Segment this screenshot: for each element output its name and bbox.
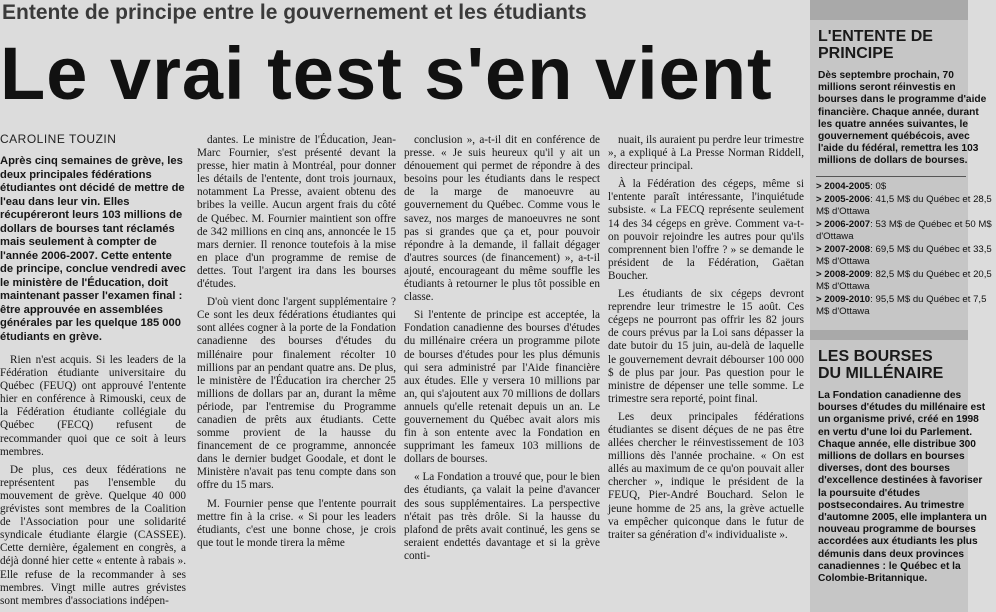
body-paragraph: conclusion », a-t-il dit en conférence de presse. « Je suis heureux qu'il y ait un dénouement qui permet de répondre à des besoins pour les étudiants dans le respect de la marge de manoeuvre au gouvernement du Québec. Comme vous le savez, nos marges de manoeuvres ne sont pas si grandes que ça et, pour pouvoir répondre à la demande, il fallait dégager d'autres sources (de financement) », a-t-il ajouté, encourageant du même souffle les étudiants à retourner le plus tôt possible en classe. <box>404 134 600 304</box>
body-paragraph: dantes. Le ministre de l'Éducation, Jean-Marc Fournier, s'est présenté devant la presse, hier matin à Montréal, pour donner les détails de l'entente, dont trois journaux, notamment La Presse, avaient obtenu des bribes la veille. Aucun argent frais du côté de Québec. M. Fournier maintient son offre de 342 millions en cinq ans, annoncée le 15 mars dernier. Il renonce toutefois à la mise en place d'un programme de remise de dettes. Tout l'argent ira dans les bourses d'études. <box>197 134 396 291</box>
body-paragraph: Rien n'est acquis. Si les leaders de la Fédération étudiante universitaire du Québec (FEUQ) ont approuvé l'entente hier en conférence à Rimouski, ceux de la Fédération étudiante collégiale du Québec (FECQ) refusent de recommander quoi que ce soit à leurs membres. <box>0 354 186 458</box>
list-item: > 2008-2009: 82,5 M$ du Québec et 20,5 M$ d'Ottawa <box>816 269 992 292</box>
sidebar-text: Dès septembre prochain, 70 millions seront réinvestis en bourses dans le programme d'aide financière. Chaque année, durant les quatre années suivantes, le gouvernement québécois, avec l'aide du fédéral, remettra les 103 millions de dollars de bourses. <box>818 70 987 167</box>
list-item: > 2009-2010: 95,5 M$ du Québec et 7,5 M$ d'Ottawa <box>816 294 987 317</box>
article-column-4 <box>608 134 804 612</box>
sidebar <box>810 0 992 612</box>
byline: CAROLINE TOUZIN <box>0 132 117 146</box>
body-paragraph: Si l'entente de principe est acceptée, la Fondation canadienne des bourses d'études du millénaire créera un programme pilote de bourses d'études pour les plus démunis qui sera administré par l'Aide financière aux études. Elle y versera 10 millions par an, qui s'ajoutent aux 70 millions de dollars annuels qu'elle retenait depuis un an. Le gouvernement du Québec avait alors mis fin à son entente avec la Fondation en supprimant les fameux 103 millions de dollars de bourses. <box>404 309 600 466</box>
body-paragraph: nuait, ils auraient pu perdre leur trimestre », a expliqué à La Presse Norman Riddell, directeur principal. <box>608 134 804 173</box>
list-item: > 2006-2007: 53 M$ de Québec et 50 M$ d'Ottawa <box>816 219 992 242</box>
headline: Le vrai test s'en vient <box>0 32 773 115</box>
funding-list <box>816 181 996 318</box>
lead-paragraph: Après cinq semaines de grève, les deux principales fédérations étudiantes ont décidé de mettre de l'eau dans leur vin. Elles récupéreront leurs 103 millions de dollars de bourses tant réclamés mais seulement à compter de l'année 2006-2007. Cette entente de principe, conclue vendredi avec le ministère de l'Éducation, doit maintenant passer l'examen final : être approuvée en assemblées générales par les quelque 185 000 étudiants en grève. <box>0 155 186 343</box>
sidebar-title: LES BOURSES DU MILLÉNAIRE <box>818 348 944 382</box>
body-paragraph: À la Fédération des cégeps, même si l'entente paraît intéressante, l'inquiétude subsiste. « La FECQ représente seulement 14 des 34 cégeps en grève. Comment va-t-on pouvoir rejoindre les autres pour qu'ils comprennent bien l'offre ? » se demande le président de la Fédération, Gaëtan Boucher. <box>608 178 804 282</box>
body-paragraph: Les deux principales fédérations étudiantes se disent déçues de ne pas être allées chercher le réinvestissement de 103 millions dès l'année prochaine. « On est allés au maximum de ce qu'on pouvait aller chercher », indique le président de la FEUQ, Pier-André Bouchard. Selon le jeune homme de 25 ans, la grève actuelle va empêcher quiconque dans le futur de traiter sa génération d'« individualiste ». <box>608 410 804 541</box>
body-paragraph: « La Fondation a trouvé que, pour le bien des étudiants, ça valait la peine d'avancer des sous supplémentaires. La perspective n'était pas très drôle. Si la hausse du plafond de prêts avait continué, les gens se seraient endettés davantage et si la grève conti- <box>404 471 600 562</box>
body-paragraph: M. Fournier pense que l'entente pourrait mettre fin à la crise. « Si pour les leaders étudiants, c'est une bonne chose, je crois que tout le monde tirera la même <box>197 497 396 549</box>
list-item: > 2007-2008: 69,5 M$ du Québec et 33,5 M$ d'Ottawa <box>816 244 992 267</box>
sidebar-text: La Fondation canadienne des bourses d'études du millénaire est un organisme privé, créé en 1998 en vertu d'une loi du Parlement. Chaque année, elle distribue 300 millions de dollars en bourses diverses, dont des bourses d'excellence destinées à favoriser la poursuite d'études postsecondaires. Au trimestre d'automne 2005, elle implantera un nouveau programme de bourses accordées aux étudiants les plus démunis dans deux provinces canadiennes : le Québec et la Colombie-Britannique. <box>818 390 987 585</box>
sidebar-title: L'ENTENTE DE PRINCIPE <box>818 28 933 62</box>
divider <box>816 176 966 177</box>
body-paragraph: D'où vient donc l'argent supplémentaire ? Ce sont les deux fédérations étudiantes qui sont allées cogner à la porte de la Fondation canadienne des bourses d'études du millénaire pour finalement récolter 10 millions par an pendant quatre ans. De plus, le ministère de l'Éducation ira chercher 25 millions de dollars par an, durant la même période, par l'entremise du Programme canadien de prêts aux étudiants. Cette somme provient de la hausse du financement de ce programme, annoncée dans le dernier budget Goodale, et dont le Ministère n'avait pas tenu compte dans son offre du 15 mars. <box>197 296 396 492</box>
list-item: > 2004-2005: 0$ <box>816 180 887 192</box>
article-column-3 <box>404 134 600 612</box>
article-column-2 <box>197 134 396 612</box>
sidebar-box-bourses <box>810 340 987 612</box>
list-item: > 2005-2006: 41,5 M$ du Québec et 28,5 M$ d'Ottawa <box>816 194 992 217</box>
sidebar-box-entente <box>810 20 992 330</box>
body-paragraph: Les étudiants de six cégeps devront reprendre leur trimestre le 15 août. Ces cégeps ne pourront pas offrir les 82 jours de cours prévus par la Loi sans dépasser la date butoir du 15 juin, au-delà de laquelle le gouvernement devrait débourser 100 000 $ de plus par jour. Pas question pour le ministre de dépenser une telle somme. Le trimestre sera reporté, point final. <box>608 288 804 405</box>
article-kicker: Entente de principe entre le gouvernement et les étudiants <box>2 1 587 24</box>
article-column-1 <box>0 155 186 612</box>
body-paragraph: De plus, ces deux fédérations ne représentent pas l'ensemble du mouvement de grève. Quelque 40 000 grévistes sont membres de la Coalition de l'Association pour une solidarité syndicale étudiante élargie (CASSEE). Cette dernière, également en congrès, a déjà donné hier cette « entente à rabais ». Elle refuse de la recommander à ses membres. Vingt mille autres grévistes sont membres d'associations indépen- <box>0 463 186 607</box>
